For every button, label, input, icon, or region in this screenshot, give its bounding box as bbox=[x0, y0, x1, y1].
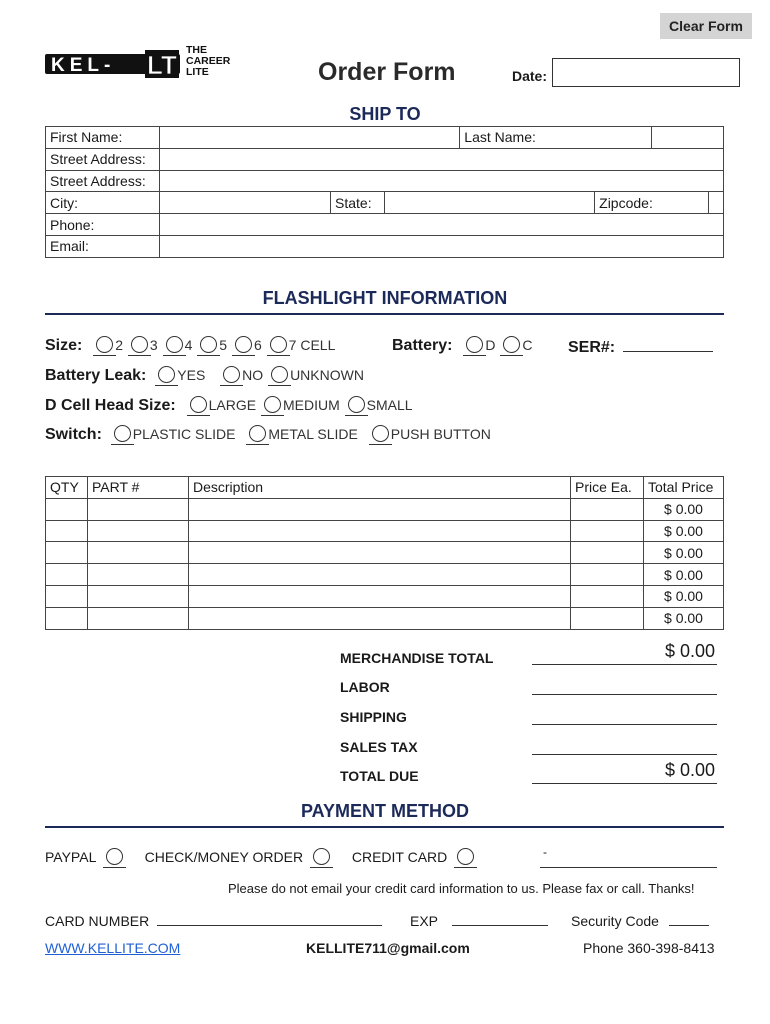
svg-text:KEL-: KEL- bbox=[51, 55, 116, 76]
email-label: Email: bbox=[46, 235, 160, 257]
page-title: Order Form bbox=[318, 58, 456, 86]
email-field[interactable] bbox=[160, 235, 724, 257]
leak-unknown-radio[interactable] bbox=[271, 366, 288, 383]
row-total-cell: $ 0.00 bbox=[644, 585, 724, 607]
paypal-radio[interactable] bbox=[106, 848, 123, 865]
battery-label: Battery: bbox=[392, 337, 453, 354]
contact-email: KELLITE711@gmail.com bbox=[306, 940, 470, 956]
exp-label: EXP bbox=[410, 913, 438, 929]
leak-yes-radio[interactable] bbox=[158, 366, 175, 383]
total-due-label: TOTAL DUE bbox=[340, 768, 419, 784]
payment-divider bbox=[45, 826, 724, 828]
card-type-dash: - bbox=[543, 845, 547, 859]
check-money-order-label: CHECK/MONEY ORDER bbox=[144, 849, 304, 865]
phone-field[interactable] bbox=[160, 214, 724, 236]
phone-label: Phone: bbox=[46, 214, 160, 236]
flashlight-info-title: FLASHLIGHT INFORMATION bbox=[262, 288, 508, 308]
card-number-field[interactable] bbox=[157, 910, 382, 926]
security-code-label: Security Code bbox=[571, 913, 659, 929]
switch-push-label: PUSH BUTTON bbox=[390, 426, 491, 442]
part-header: PART # bbox=[88, 477, 189, 499]
size-5-label: 5 bbox=[219, 337, 228, 353]
part-cell[interactable] bbox=[88, 542, 189, 564]
price-cell[interactable] bbox=[571, 585, 644, 607]
street-address-1-label: Street Address: bbox=[46, 148, 160, 170]
battery-leak-label: Battery Leak: bbox=[45, 367, 147, 384]
kel-lite-logo bbox=[45, 50, 180, 78]
switch-plastic-radio[interactable] bbox=[114, 425, 131, 442]
battery-d-label: D bbox=[485, 337, 496, 353]
switch-metal-label: METAL SLIDE bbox=[268, 426, 358, 442]
qty-cell[interactable] bbox=[46, 607, 88, 629]
shipping-label: SHIPPING bbox=[340, 709, 407, 725]
size-6-radio[interactable] bbox=[235, 336, 252, 353]
zipcode-label: Zipcode: bbox=[595, 192, 709, 214]
exp-row bbox=[410, 910, 548, 929]
payment-options-row bbox=[45, 848, 474, 865]
payment-method-title: PAYMENT METHOD bbox=[300, 801, 469, 821]
contact-phone: Phone 360-398-8413 bbox=[583, 940, 715, 956]
price-cell[interactable] bbox=[571, 542, 644, 564]
head-size-row bbox=[45, 396, 417, 415]
payment-notice: Please do not email your credit card information to us. Please fax or call. Thanks! bbox=[228, 881, 695, 896]
merchandise-total-label: MERCHANDISE TOTAL bbox=[340, 650, 494, 666]
qty-cell[interactable] bbox=[46, 498, 88, 520]
switch-label: Switch: bbox=[45, 426, 102, 443]
shipping-field[interactable] bbox=[532, 707, 717, 725]
row-total-cell: $ 0.00 bbox=[644, 520, 724, 542]
description-cell[interactable] bbox=[189, 498, 571, 520]
size-3-radio[interactable] bbox=[131, 336, 148, 353]
qty-cell[interactable] bbox=[46, 520, 88, 542]
size-7-cell-radio[interactable] bbox=[270, 336, 287, 353]
table-row bbox=[46, 607, 724, 629]
row-total-cell: $ 0.00 bbox=[644, 542, 724, 564]
svg-text:LT: LT bbox=[147, 50, 177, 78]
part-cell[interactable] bbox=[88, 520, 189, 542]
items-table bbox=[45, 476, 724, 630]
size-2-label: 2 bbox=[115, 337, 124, 353]
state-field[interactable] bbox=[385, 192, 595, 214]
size-6-label: 6 bbox=[253, 337, 262, 353]
price-cell[interactable] bbox=[571, 520, 644, 542]
row-total-cell: $ 0.00 bbox=[644, 564, 724, 586]
size-row bbox=[45, 336, 339, 355]
paypal-label: PAYPAL bbox=[45, 849, 96, 865]
logo-icon bbox=[45, 50, 180, 78]
size-5-radio[interactable] bbox=[200, 336, 217, 353]
state-label: State: bbox=[331, 192, 385, 214]
part-cell[interactable] bbox=[88, 607, 189, 629]
size-3-label: 3 bbox=[149, 337, 158, 353]
description-cell[interactable] bbox=[189, 564, 571, 586]
labor-field[interactable] bbox=[532, 677, 717, 695]
labor-label: LABOR bbox=[340, 679, 390, 695]
head-large-radio[interactable] bbox=[190, 396, 207, 413]
clear-form-button[interactable]: Clear Form bbox=[660, 13, 752, 39]
switch-metal-radio[interactable] bbox=[249, 425, 266, 442]
battery-row bbox=[392, 336, 537, 355]
battery-c-label: C bbox=[522, 337, 533, 353]
description-cell[interactable] bbox=[189, 607, 571, 629]
size-label: Size: bbox=[45, 337, 83, 354]
total-header: Total Price bbox=[644, 477, 724, 499]
items-header-row bbox=[46, 477, 724, 499]
card-number-row bbox=[45, 910, 382, 929]
sales-tax-field[interactable] bbox=[532, 737, 717, 755]
check-money-order-radio[interactable] bbox=[313, 848, 330, 865]
date-input[interactable] bbox=[552, 58, 740, 87]
leak-no-label: NO bbox=[242, 367, 264, 383]
security-code-field[interactable] bbox=[669, 910, 709, 926]
head-medium-radio[interactable] bbox=[264, 396, 281, 413]
exp-field[interactable] bbox=[452, 910, 548, 926]
security-code-row bbox=[571, 910, 709, 929]
qty-cell[interactable] bbox=[46, 585, 88, 607]
qty-cell[interactable] bbox=[46, 564, 88, 586]
head-small-radio[interactable] bbox=[348, 396, 365, 413]
price-cell[interactable] bbox=[571, 607, 644, 629]
table-row bbox=[46, 564, 724, 586]
qty-header: QTY bbox=[46, 477, 88, 499]
price-header: Price Ea. bbox=[571, 477, 644, 499]
size-7-cell-label: 7 CELL bbox=[288, 337, 336, 353]
logo-tagline-3: LITE bbox=[186, 66, 209, 78]
battery-d-radio[interactable] bbox=[466, 336, 483, 353]
street-address-2-label: Street Address: bbox=[46, 170, 160, 192]
battery-c-radio[interactable] bbox=[503, 336, 520, 353]
table-row bbox=[46, 498, 724, 520]
date-label: Date: bbox=[512, 68, 548, 84]
credit-card-radio[interactable] bbox=[457, 848, 474, 865]
city-label: City: bbox=[46, 192, 160, 214]
ship-to-table bbox=[45, 126, 724, 258]
switch-row bbox=[45, 425, 495, 444]
head-large-label: LARGE bbox=[208, 397, 257, 413]
serial-row bbox=[568, 336, 713, 357]
total-due-value: $ 0.00 bbox=[664, 760, 715, 780]
battery-leak-row bbox=[45, 366, 368, 385]
logo-tagline-1: THE bbox=[186, 44, 207, 56]
serial-field[interactable] bbox=[623, 336, 713, 352]
street-address-2-field[interactable] bbox=[160, 170, 724, 192]
credit-card-label: CREDIT CARD bbox=[351, 849, 448, 865]
website-link[interactable]: WWW.KELLITE.COM bbox=[45, 940, 181, 956]
logo-tagline bbox=[186, 45, 230, 78]
description-cell[interactable] bbox=[189, 542, 571, 564]
switch-plastic-label: PLASTIC SLIDE bbox=[132, 426, 236, 442]
flashlight-divider bbox=[45, 313, 724, 315]
last-name-field[interactable] bbox=[652, 127, 724, 149]
part-cell[interactable] bbox=[88, 585, 189, 607]
part-cell[interactable] bbox=[88, 498, 189, 520]
first-name-label: First Name: bbox=[46, 127, 160, 149]
ship-to-title: SHIP TO bbox=[349, 104, 421, 124]
head-small-label: SMALL bbox=[366, 397, 413, 413]
head-medium-label: MEDIUM bbox=[282, 397, 340, 413]
street-address-1-field[interactable] bbox=[160, 148, 724, 170]
zipcode-field[interactable] bbox=[708, 192, 723, 214]
table-row bbox=[46, 520, 724, 542]
city-field[interactable] bbox=[160, 192, 331, 214]
size-4-radio[interactable] bbox=[166, 336, 183, 353]
description-header: Description bbox=[189, 477, 571, 499]
sales-tax-label: SALES TAX bbox=[340, 739, 418, 755]
price-cell[interactable] bbox=[571, 498, 644, 520]
qty-cell[interactable] bbox=[46, 542, 88, 564]
part-cell[interactable] bbox=[88, 564, 189, 586]
merchandise-total-value: $ 0.00 bbox=[664, 641, 715, 661]
logo-tagline-2: CAREER bbox=[186, 55, 231, 67]
size-4-label: 4 bbox=[184, 337, 193, 353]
leak-yes-label: YES bbox=[177, 367, 206, 383]
serial-label: SER#: bbox=[568, 339, 616, 356]
row-total-cell: $ 0.00 bbox=[644, 498, 724, 520]
card-type-field[interactable] bbox=[540, 850, 717, 868]
size-2-radio[interactable] bbox=[96, 336, 113, 353]
description-cell[interactable] bbox=[189, 585, 571, 607]
card-number-label: CARD NUMBER bbox=[45, 913, 150, 929]
leak-unknown-label: UNKNOWN bbox=[290, 367, 364, 383]
table-row bbox=[46, 585, 724, 607]
switch-push-radio[interactable] bbox=[372, 425, 389, 442]
head-size-label: D Cell Head Size: bbox=[45, 397, 176, 414]
leak-no-radio[interactable] bbox=[223, 366, 240, 383]
first-name-field[interactable] bbox=[160, 127, 460, 149]
description-cell[interactable] bbox=[189, 520, 571, 542]
row-total-cell: $ 0.00 bbox=[644, 607, 724, 629]
table-row bbox=[46, 542, 724, 564]
price-cell[interactable] bbox=[571, 564, 644, 586]
last-name-label: Last Name: bbox=[460, 127, 652, 149]
